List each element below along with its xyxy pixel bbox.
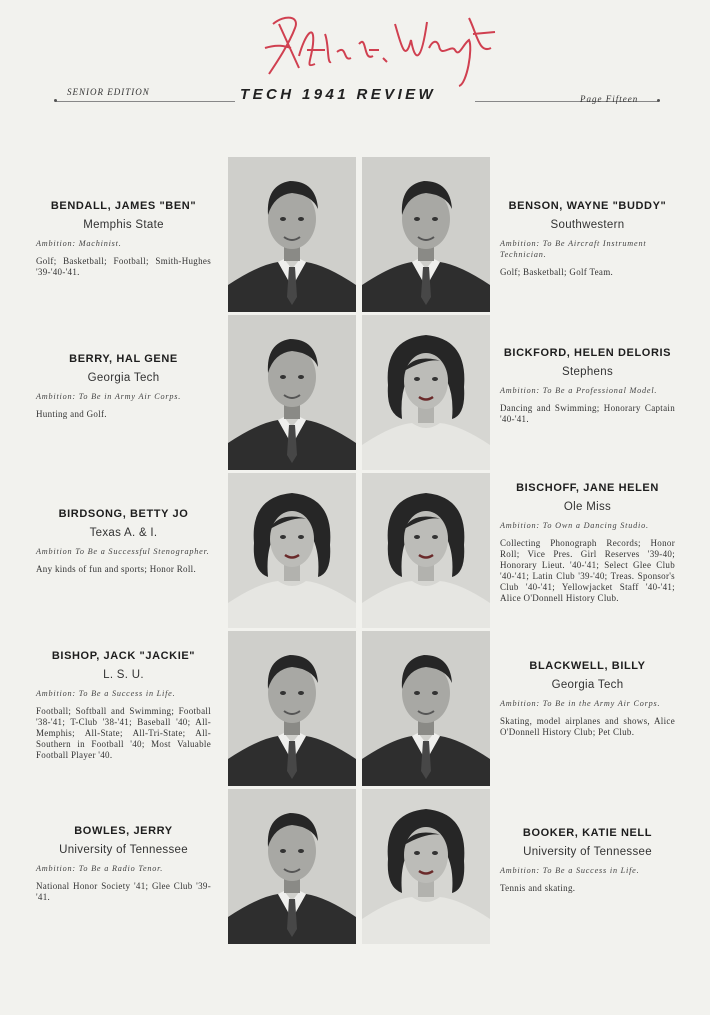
student-portrait	[362, 315, 490, 470]
student-ambition: Ambition: To Be Aircraft Instrument Technician.	[500, 239, 647, 259]
student-ambition: Ambition: To Own a Dancing Studio.	[500, 521, 649, 530]
page-title: TECH 1941 REVIEW	[240, 86, 437, 103]
handwritten-signature	[255, 4, 505, 94]
header-rule-dot-right	[657, 99, 660, 102]
student-name: BICKFORD, HELEN DELORIS	[503, 347, 672, 359]
student-bio	[36, 353, 211, 420]
student-bio	[500, 660, 675, 738]
student-school: University of Tennessee	[523, 846, 652, 858]
student-activities: Hunting and Golf.	[36, 409, 107, 419]
student-ambition: Ambition To Be a Successful Stenographer.	[36, 547, 210, 556]
photo-grid	[228, 157, 490, 945]
student-name: BIRDSONG, BETTY JO	[58, 508, 189, 520]
student-school: Texas A. & I.	[89, 527, 158, 539]
student-ambition: Ambition: To Be a Success in Life.	[36, 689, 176, 698]
student-ambition: Ambition: To Be a Radio Tenor.	[36, 864, 164, 873]
student-school: Memphis State	[83, 219, 164, 231]
student-name: BISCHOFF, JANE HELEN	[516, 482, 659, 494]
student-ambition: Ambition: Machinist.	[36, 239, 122, 248]
student-name: BENDALL, JAMES "BEN"	[50, 200, 197, 212]
student-bio	[36, 650, 211, 761]
student-name: BERRY, HAL GENE	[69, 353, 178, 365]
student-school: L. S. U.	[103, 669, 144, 681]
student-activities: Any kinds of fun and sports; Honor Roll.	[36, 564, 196, 574]
student-name: BLACKWELL, BILLY	[529, 660, 646, 672]
student-school: Ole Miss	[563, 501, 612, 513]
student-portrait	[362, 473, 490, 628]
student-activities: Dancing and Swimming; Honorary Captain '40-'41.	[500, 403, 675, 424]
student-bio	[36, 200, 211, 278]
student-name: BOWLES, JERRY	[74, 825, 173, 837]
student-name: BENSON, WAYNE "BUDDY"	[508, 200, 667, 212]
student-portrait	[362, 789, 490, 944]
student-ambition: Ambition: To Be in Army Air Corps.	[36, 392, 182, 401]
header-rule-dot-left	[54, 99, 57, 102]
student-activities: Tennis and skating.	[500, 883, 576, 893]
page-number: Page Fifteen	[580, 94, 639, 104]
student-ambition: Ambition: To Be a Success in Life.	[500, 866, 640, 875]
student-bio	[36, 825, 211, 903]
student-activities: Collecting Phonograph Records; Honor Roll; Vice Pres. Girl Reserves '39-40; Honorary Lieut. '40-'41; Select Glee Club '40-'41; Latin Club '39-'40; Treas. Sponsor's Club '40-'41; Yellowjacket Staff '40-'41; Alice O'Donnell History Club.	[500, 538, 675, 603]
student-school: Georgia Tech	[551, 679, 624, 691]
student-activities: Golf; Basketball; Football; Smith-Hughes '39-'40-'41.	[36, 256, 211, 277]
student-portrait	[228, 473, 356, 628]
student-portrait	[228, 315, 356, 470]
student-name: BOOKER, KATIE NELL	[522, 827, 653, 839]
student-bio	[500, 827, 675, 894]
student-activities: Skating, model airplanes and shows, Alice O'Donnell History Club; Pet Club.	[500, 716, 675, 737]
student-portrait	[228, 631, 356, 786]
student-bio	[500, 347, 675, 425]
student-school: University of Tennessee	[59, 844, 188, 856]
student-activities: National Honor Society '41; Glee Club '39-'41.	[36, 881, 211, 902]
student-activities: Golf; Basketball; Golf Team.	[500, 267, 614, 277]
student-portrait	[362, 631, 490, 786]
student-bio	[500, 200, 675, 278]
header-rule-left	[55, 101, 235, 102]
edition-label: SENIOR EDITION	[67, 87, 150, 97]
student-school: Stephens	[562, 366, 613, 378]
student-ambition: Ambition: To Be a Professional Model.	[500, 386, 658, 395]
student-bio	[36, 508, 211, 575]
student-activities: Football; Softball and Swimming; Football '38-'41; T-Club '38-'41; Baseball '40; All-Memphis; All-State; All-Tri-State; All-Southern in Football '40; Most Valuable Football Player '40.	[36, 706, 211, 760]
student-school: Georgia Tech	[87, 372, 160, 384]
student-portrait	[228, 789, 356, 944]
student-portrait	[362, 157, 490, 312]
student-school: Southwestern	[550, 219, 625, 231]
student-name: BISHOP, JACK "JACKIE"	[51, 650, 196, 662]
student-bio	[500, 482, 675, 604]
student-ambition: Ambition: To Be in the Army Air Corps.	[500, 699, 661, 708]
student-portrait	[228, 157, 356, 312]
